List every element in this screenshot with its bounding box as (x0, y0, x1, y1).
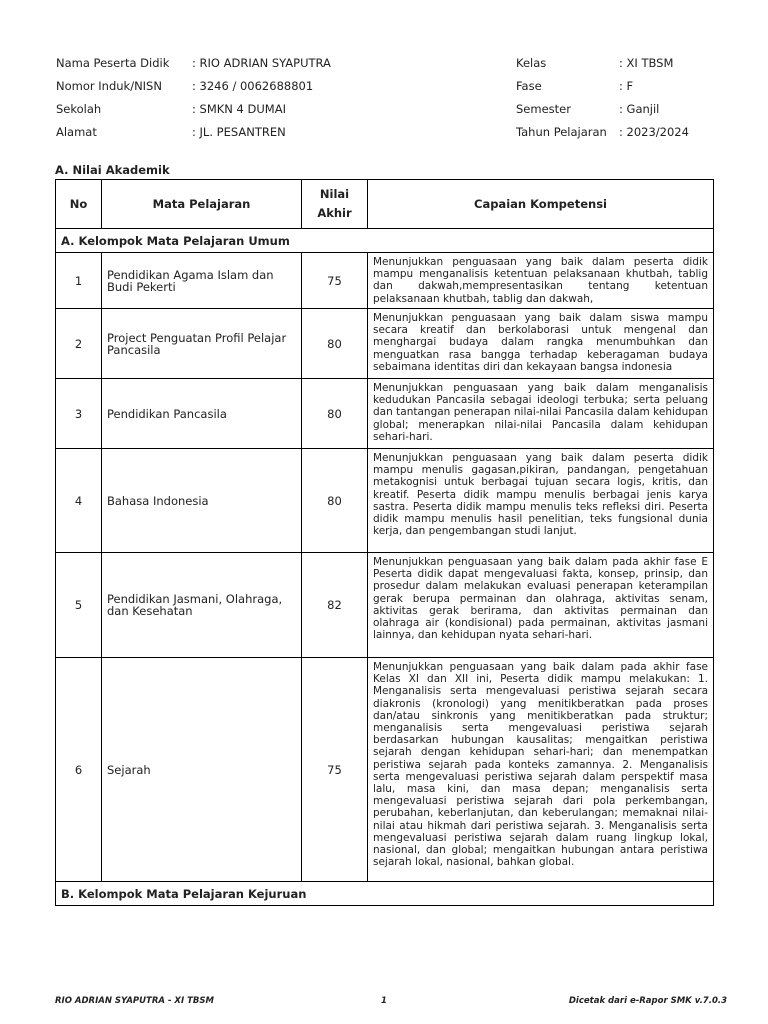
info-row-school (56, 98, 331, 121)
row-no: 2 (56, 309, 102, 379)
info-row-nis (56, 75, 331, 98)
group-a-label: A. Kelompok Mata Pelajaran Umum (56, 229, 714, 253)
school-value: : SMKN 4 DUMAI (192, 102, 286, 116)
table-row (56, 658, 714, 882)
nis-value: : 3246 / 0062688801 (192, 79, 314, 93)
name-label: Nama Peserta Didik (56, 56, 170, 70)
group-row-a (56, 229, 714, 253)
footer-app-version: Dicetak dari e-Rapor SMK v.7.0.3 (568, 996, 727, 1006)
info-row-name (56, 52, 331, 75)
header-no: No (56, 180, 102, 229)
row-no: 5 (56, 553, 102, 658)
row-competency: Menunjukkan penguasaan yang baik dalam peserta didik mampu menganalisis ketentuan pelaksanaan khutbah, tablig dan dakwah,mempresentasikan tentang ketentuan pelaksanaan khutbah, tablig dan dakwah, (368, 253, 714, 309)
phase-value: : F (619, 79, 634, 93)
address-value: : JL. PESANTREN (192, 125, 286, 139)
row-no: 1 (56, 253, 102, 309)
row-subject: Pendidikan Agama Islam dan Budi Pekerti (102, 253, 302, 309)
phase-label: Fase (516, 79, 542, 93)
class-value: : XI TBSM (619, 56, 674, 70)
row-score: 80 (302, 449, 368, 553)
group-b-label: B. Kelompok Mata Pelajaran Kejuruan (56, 882, 714, 906)
row-no: 3 (56, 379, 102, 449)
table-row (56, 449, 714, 553)
table-row (56, 553, 714, 658)
year-value: : 2023/2024 (619, 125, 689, 139)
row-score: 80 (302, 379, 368, 449)
row-no: 4 (56, 449, 102, 553)
row-subject: Bahasa Indonesia (102, 449, 302, 553)
footer-student: RIO ADRIAN SYAPUTRA - XI TBSM (55, 996, 214, 1006)
grades-table (55, 179, 714, 906)
row-competency: Menunjukkan penguasaan yang baik dalam pada akhir fase E Peserta didik dapat mengevaluasi fakta, konsep, prinsip, dan prosedur dalam melakukan evaluasi penerapan keterampilan gerak berupa permainan dan olahraga, aktivitas senam, aktivitas gerak berirama, dan aktivitas permainan dan olahraga air (kondisional) pada permainan, aktivitas jasmani lainnya, dan kehidupan nyata sehari-hari. (368, 553, 714, 658)
year-label: Tahun Pelajaran (516, 125, 607, 139)
info-row-address (56, 121, 331, 144)
row-competency: Menunjukkan penguasaan yang baik dalam menganalisis kedudukan Pancasila sebagai ideologi terbuka; serta peluang dan tantangan penerapan nilai-nilai Pancasila dalam kehidupan global; menerapkan nilai-nilai Pancasila dalam kehidupan sehari-hari. (368, 379, 714, 449)
semester-value: : Ganjil (619, 102, 660, 116)
header-subject: Mata Pelajaran (102, 180, 302, 229)
row-score: 80 (302, 309, 368, 379)
row-score: 75 (302, 253, 368, 309)
row-competency: Menunjukkan penguasaan yang baik dalam siswa mampu secara kreatif dan berkolaborasi untuk mengenal dan menghargai budaya dalam rangka menumbuhkan dan menguatkan rasa bangga terhadap keberagaman budaya sebaimana identitas diri dan kekayaan bangsa indonesia (368, 309, 714, 379)
row-competency: Menunjukkan penguasaan yang baik dalam peserta didik mampu menulis gagasan,pikiran, pandangan, pengetahuan metakognisi untuk berbagai tujuan secara logis, kritis, dan kreatif. Peserta didik mampu menulis berbagai jenis karya sastra. Peserta didik mampu menulis teks refleksi diri. Peserta didik mampu menulis hasil penelitian, teks fungsional dunia kerja, dan pengembangan studi lanjut. (368, 449, 714, 553)
row-score: 75 (302, 658, 368, 882)
footer-page-number: 1 (381, 996, 387, 1006)
nis-label: Nomor Induk/NISN (56, 79, 162, 93)
row-subject: Sejarah (102, 658, 302, 882)
row-competency: Menunjukkan penguasaan yang baik dalam pada akhir fase Kelas XI dan XII ini, Peserta didik mampu melakukan: 1. Menganalisis serta mengevaluasi peristiwa sejarah secara diakronis (kronologi) yang menitikberatkan pada proses dan/atau sinkronis yang menitikberatkan pada struktur; menganalisis serta mengevaluasi peristiwa sejarah berdasarkan hubungan kausalitas; mengaitkan peristiwa sejarah dengan kehidupan sehari-hari; dan menempatkan peristiwa sejarah pada konteks zamannya. 2. Menganalisis serta mengevaluasi peristiwa sejarah dalam perspektif masa lalu, masa kini, dan masa depan; menganalisis serta mengevaluasi peristiwa sejarah dari pola perkembangan, perubahan, keberlanjutan, dan keberulangan; memaknai nilai-nilai atau hikmah dari peristiwa sejarah. 3. Menganalisis serta mengevaluasi peristiwa sejarah dalam ruang lingkup lokal, nasional, dan global; mengaitkan hubungan antara peristiwa sejarah lokal, nasional, bahkan global. (368, 658, 714, 882)
info-row-year (516, 121, 689, 144)
row-no: 6 (56, 658, 102, 882)
name-value: : RIO ADRIAN SYAPUTRA (192, 56, 331, 70)
header-score (302, 180, 368, 229)
section-title-academic: A. Nilai Akademik (55, 163, 170, 177)
row-subject: Pendidikan Pancasila (102, 379, 302, 449)
student-info-left (56, 52, 331, 144)
table-header-row (56, 180, 714, 229)
student-info-right (516, 52, 689, 144)
table-row (56, 253, 714, 309)
header-score-label: Nilai Akhir (317, 187, 352, 220)
info-row-phase (516, 75, 689, 98)
address-label: Alamat (56, 125, 97, 139)
header-competency: Capaian Kompetensi (368, 180, 714, 229)
class-label: Kelas (516, 56, 547, 70)
table-row (56, 379, 714, 449)
school-label: Sekolah (56, 102, 102, 116)
semester-label: Semester (516, 102, 571, 116)
info-row-semester (516, 98, 689, 121)
table-row (56, 309, 714, 379)
row-subject: Project Penguatan Profil Pelajar Pancasila (102, 309, 302, 379)
info-row-class (516, 52, 689, 75)
row-subject: Pendidikan Jasmani, Olahraga, dan Kesehatan (102, 553, 302, 658)
row-score: 82 (302, 553, 368, 658)
group-row-b (56, 882, 714, 906)
